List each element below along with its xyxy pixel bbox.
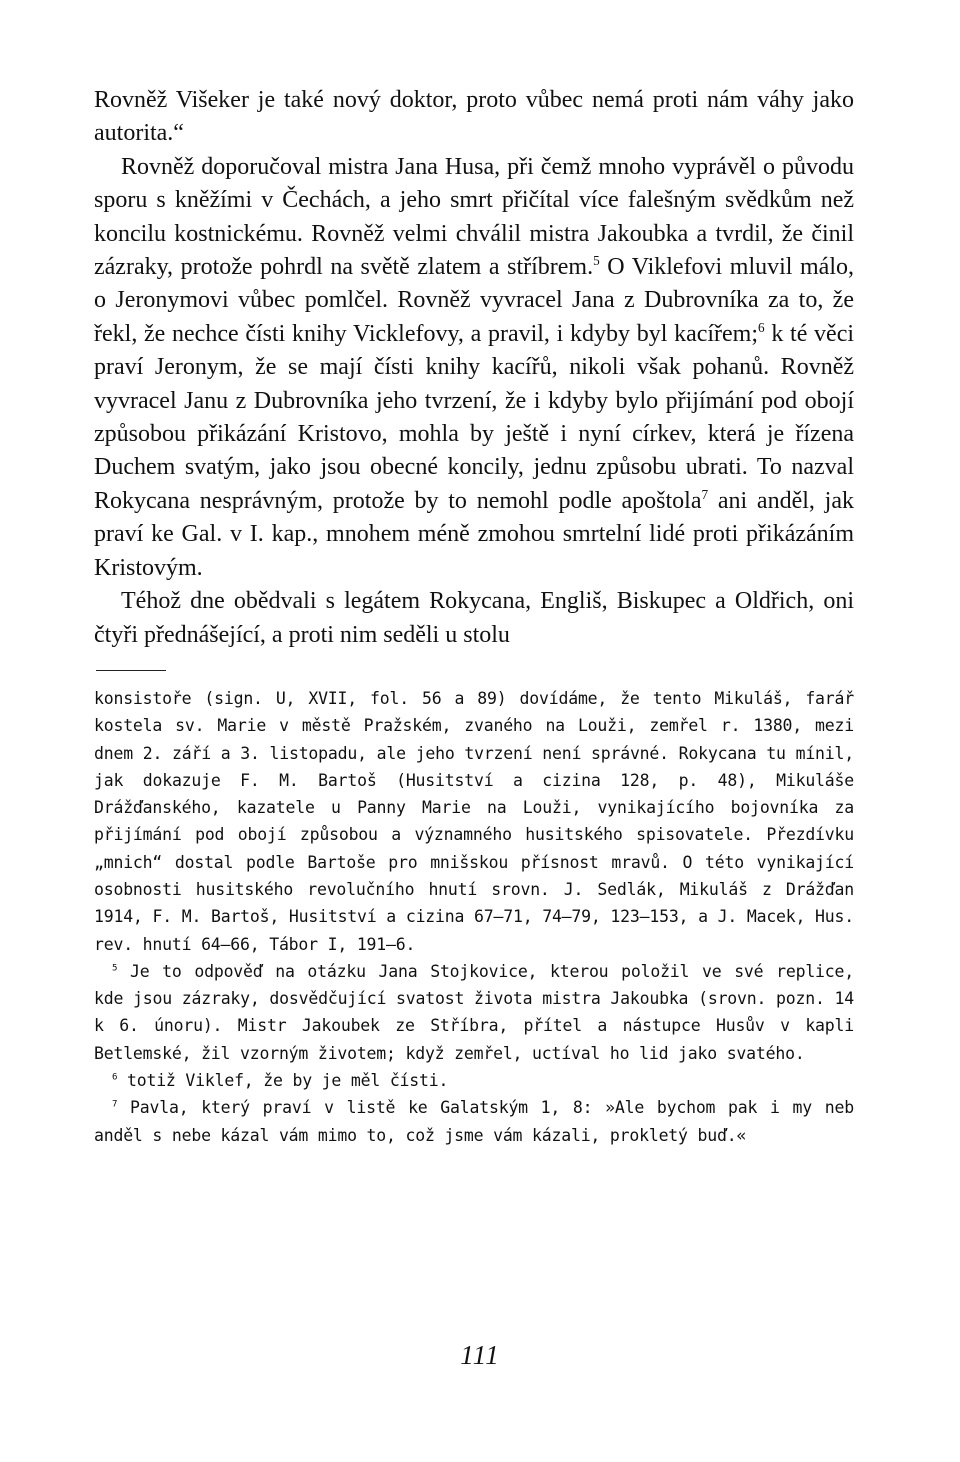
footnote-ref-5: 5 (593, 253, 600, 269)
paragraph-1: Rovněž Višeker je také nový doktor, proto vůbec nemá proti nám váhy jako autorita.“ (94, 87, 854, 147)
page-content (94, 84, 854, 1149)
footnote-ref-6: 6 (758, 319, 765, 335)
footnote-6 (94, 1067, 854, 1094)
footnote-separator (96, 670, 166, 671)
footnote-5 (94, 958, 854, 1067)
footnote-7-text: Pavla, který praví v listě ke Galatským 1, 8: »Ale bychom pak i my neb anděl s nebe kázal vám mimo to, což jsme vám kázali, prokletý buď.« (94, 1098, 854, 1145)
footnote-5-mark: 5 (112, 963, 118, 974)
footnote-6-text: totiž Viklef, že by je měl čísti. (117, 1071, 449, 1091)
paragraph-2-part-c: k té věci praví Jeronym, že se mají čísti knihy kacířů, nikoli však pohanů. Rovněž vyvracel Janu z Dubrovníka jeho tvrzení, že i kdyby bylo přijímání pod obojí způsobou přikázání Kristovo, mohla by ještě i nyní církev, která je řízena Duchem svatým, jako jsou obecné koncily, jednu způsobu ubrati. To nazval Rokycana nesprávným, protože by to nemohl podle apoštola (94, 320, 855, 514)
main-text (94, 84, 854, 652)
footnote-6-mark: 6 (112, 1072, 118, 1083)
footnote-continued: konsistoře (sign. U, XVII, fol. 56 a 89) dovídáme, že tento Mikuláš, farář kostela sv. Marie v městě Pražském, zvaného na Louži, zemřel r. 1380, mezi dnem 2. září a 3. listopadu, ale jeho tvrzení není správné. Rokycana tu mínil, jak dokazuje F. M. Bartoš (Husitství a cizina 128, p. 48), Mikuláše Drážďanského, kazatele u Panny Marie na Louži, vynikajícího bojovníka za přijímání pod obojí způsobou a významného husitského spisovatele. Přezdívku „mnich“ dostal podle Bartoše pro mnišskou přísnost mravů. O této vynikající osobnosti husitského revolučního hnutí srovn. J. Sedlák, Mikuláš z Drážďan 1914, F. M. Bartoš, Husitství a cizina 67—71, 74—79, 123—153, a J. Macek, Hus. rev. hnutí 64—66, Tábor I, 191—6. (94, 688, 854, 954)
footnote-ref-7: 7 (701, 486, 709, 502)
paragraph-3: Téhož dne obědvali s legátem Rokycana, Engliš, Biskupec a Oldřich, oni čtyři přednášející, a proti nim seděli u stolu (94, 588, 854, 648)
paragraph-2 (94, 151, 854, 585)
footnote-5-text: Je to odpověď na otázku Jana Stojkovice, kterou položil ve své replice, kde jsou zázraky, dosvědčující svatost života mistra Jakoubka (srovn. pozn. 14 k 6. únoru). Mistr Jakoubek ze Stříbra, přítel a nástupce Husův v kapli Betlemské, žil vzorným životem; když zemřel, uctíval ho lid jako svatého. (94, 961, 854, 1063)
paragraph-2-part-b: O Viklefovi mluvil málo, o Jeronymovi vůbec pomlčel. Rovněž vyvracel Jana z Dubrovníka za to, že řekl, že nechce čísti knihy Vicklefovy, a pravil, i kdyby byl kacířem; (94, 254, 854, 347)
paragraph-2-part-a: Rovněž doporučoval mistra Jana Husa, při čemž mnoho vyprávěl o původu sporu s kněžími v Čechách, a jeho smrt přičítal více falešným svědkům než koncilu kostnickému. Rovněž velmi chválil mistra Jakoubka a tvrdil, že činil zázraky, protože pohrdl na světě zlatem a stříbrem. (94, 153, 854, 281)
paragraph-2-part-d: ani anděl, jak praví ke Gal. v I. kap., mnohem méně zmohou smrtelní lidé proti přikázáním Kristovým. (94, 487, 854, 581)
footnote-7 (94, 1094, 854, 1149)
footnotes (94, 685, 854, 1149)
footnote-7-mark: 7 (112, 1099, 118, 1110)
page-number: 111 (460, 1340, 500, 1370)
